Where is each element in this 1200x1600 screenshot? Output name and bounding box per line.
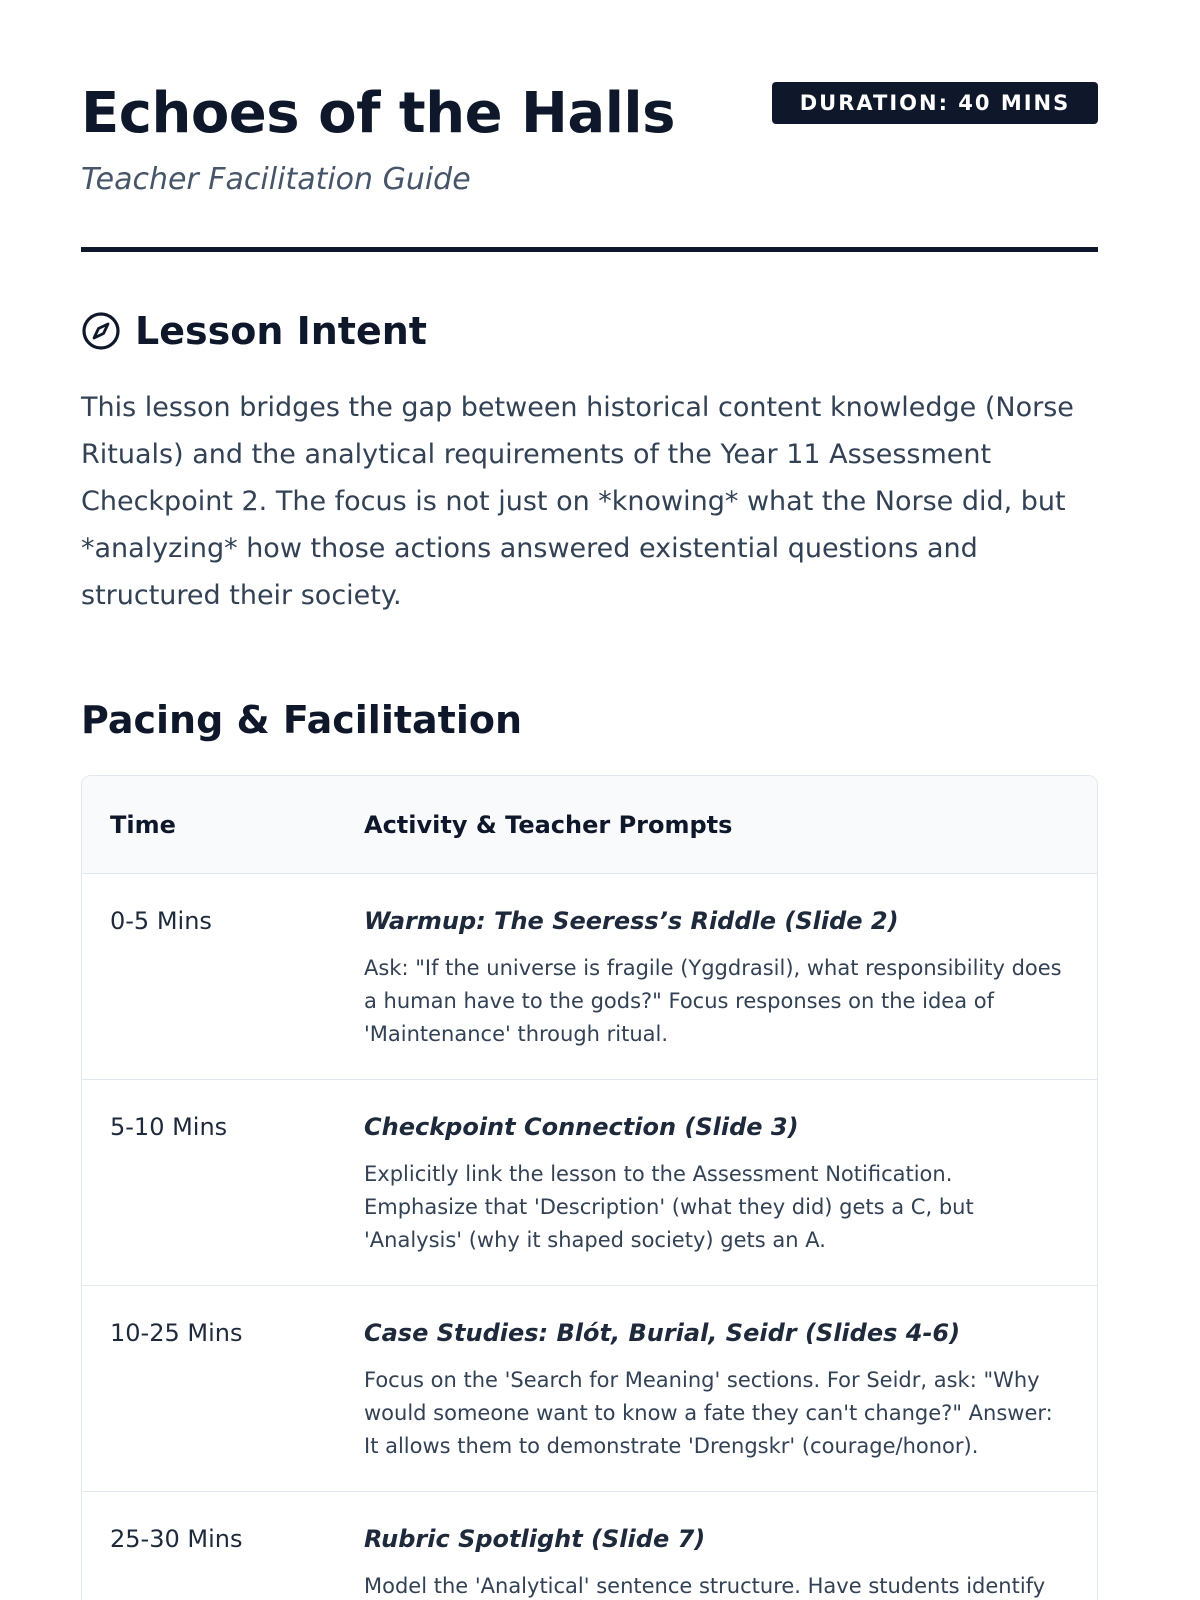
- row-time: 10-25 Mins: [110, 1319, 243, 1347]
- activity-description: Focus on the 'Search for Meaning' sections. For Seidr, ask: "Why would someone want to know a fate they can't change?" Answer: It allows them to demonstrate 'Drengskr' (courage/honor).: [364, 1368, 1053, 1458]
- pacing-table: [81, 775, 1098, 1600]
- table-row: [82, 874, 1097, 1080]
- compass-icon: [81, 311, 121, 351]
- activity-description: Explicitly link the lesson to the Assessment Notification. Emphasize that 'Description' (what they did) gets a C, but 'Analysis' (why it shaped society) gets an A.: [364, 1162, 974, 1252]
- pacing-heading: Pacing & Facilitation: [81, 698, 523, 742]
- row-time: 25-30 Mins: [110, 1525, 243, 1553]
- page-subtitle: Teacher Facilitation Guide: [81, 162, 471, 197]
- table-row: [82, 1080, 1097, 1286]
- activity-title: Case Studies: Blót, Burial, Seidr (Slides 4-6): [364, 1319, 961, 1347]
- activity-description: Ask: "If the universe is fragile (Yggdrasil), what responsibility does a human have to the gods?" Focus responses on the idea of 'Maintenance' through ritual.: [364, 956, 1062, 1046]
- activity-title: Checkpoint Connection (Slide 3): [364, 1113, 799, 1141]
- row-time: 5-10 Mins: [110, 1113, 228, 1141]
- table-row: [82, 1492, 1097, 1600]
- pacing-table-header: [82, 776, 1097, 874]
- lesson-intent-body: This lesson bridges the gap between historical content knowledge (Norse Rituals) and the analytical requirements of the Year 11 Assessment Checkpoint 2. The focus is not just on *knowing* what the Norse did, but *analyzing* how those actions answered existential questions and structured their society.: [81, 392, 1074, 611]
- guide-header: [81, 0, 1098, 252]
- lesson-intent-heading: [81, 308, 1098, 354]
- activity-title: Warmup: The Seeress’s Riddle (Slide 2): [364, 907, 899, 935]
- activity-title: Rubric Spotlight (Slide 7): [364, 1525, 706, 1553]
- column-header-time: Time: [110, 810, 176, 839]
- column-header-activity: Activity & Teacher Prompts: [364, 810, 733, 839]
- page-title: Echoes of the Halls: [81, 81, 675, 146]
- table-row: [82, 1286, 1097, 1492]
- row-time: 0-5 Mins: [110, 907, 212, 935]
- lesson-intent-heading-label: Lesson Intent: [135, 309, 427, 353]
- activity-description: Model the 'Analytical' sentence structure. Have students identify: [364, 1574, 1046, 1598]
- duration-badge: DURATION: 40 MINS: [772, 82, 1098, 124]
